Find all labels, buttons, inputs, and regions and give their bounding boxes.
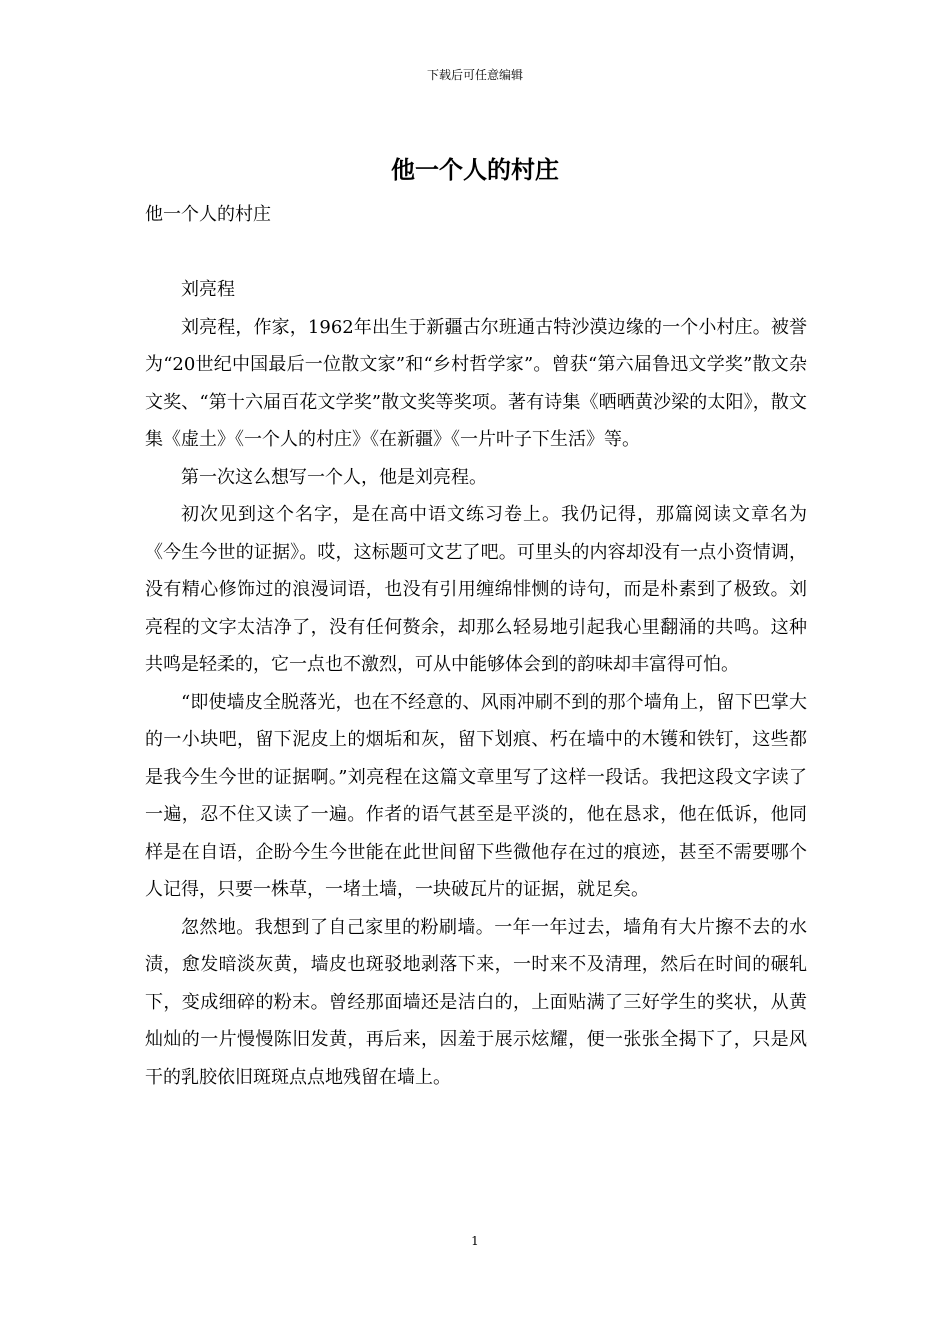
page-header: 下载后可任意编辑 [426,68,523,82]
document-subtitle: 他一个人的村庄 [145,204,271,225]
document-body [145,196,807,1096]
paragraph-author-bio: 刘亮程，作家，1962年出生于新疆古尔班通古特沙漠边缘的一个小村庄。被誉为“20世纪中国最后一位散文家”和“乡村哲学家”。曾获“第六届鲁迅文学奖”散文杂文奖、“第十六届百花文学奖”散文奖等奖项。著有诗集《晒晒黄沙梁的太阳》，散文集《虚土》《一个人的村庄》《在新疆》《一片叶子下生活》等。 [145,316,807,450]
blank-line [145,234,807,272]
paragraph-intro: 第一次这么想写一个人，他是刘亮程。 [181,466,487,488]
document-title: 他一个人的村庄 [391,155,559,184]
paragraph-quote: “即使墙皮全脱落光，也在不经意的、风雨冲刷不到的那个墙角上，留下巴掌大的一小块吧，留下泥皮上的烟垢和灰，留下划痕、朽在墙中的木镬和铁钉，这些都是我今生今世的证据啊。”刘亮程在这篇文章里写了这样一段话。我把这段文字读了一遍，忍不住又读了一遍。作者的语气甚至是平淡的，他在恳求，他在低诉，他同样是在自语，企盼今生今世能在此世间留下些微他存在过的痕迹，甚至不需要哪个人记得，只要一株草，一堵土墙，一块破瓦片的证据，就足矣。 [145,691,807,900]
page-number: 1 [471,1234,479,1248]
paragraph-wall-memory: 忽然地。我想到了自己家里的粉刷墙。一年一年过去，墙角有大片擦不去的水渍，愈发暗淡灰黄，墙皮也斑驳地剥落下来，一时来不及清理，然后在时间的碾轧下，变成细碎的粉末。曾经那面墙还是洁白的，上面贴满了三好学生的奖状，从黄灿灿的一片慢慢陈旧发黄，再后来，因羞于展示炫耀，便一张张全揭下了，只是风干的乳胶依旧斑斑点点地残留在墙上。 [145,916,807,1088]
author-name: 刘亮程 [181,279,235,300]
paragraph-first-encounter: 初次见到这个名字，是在高中语文练习卷上。我仍记得，那篇阅读文章名为《今生今世的证据》。哎，这标题可文艺了吧。可里头的内容却没有一点小资情调，没有精心修饰过的浪漫词语，也没有引用缠绵悱恻的诗句，而是朴素到了极致。刘亮程的文字太洁净了，没有任何赘余，却那么轻易地引起我心里翻涌的共鸣。这种共鸣是轻柔的，它一点也不激烈，可从中能够体会到的韵味却丰富得可怕。 [145,504,807,675]
